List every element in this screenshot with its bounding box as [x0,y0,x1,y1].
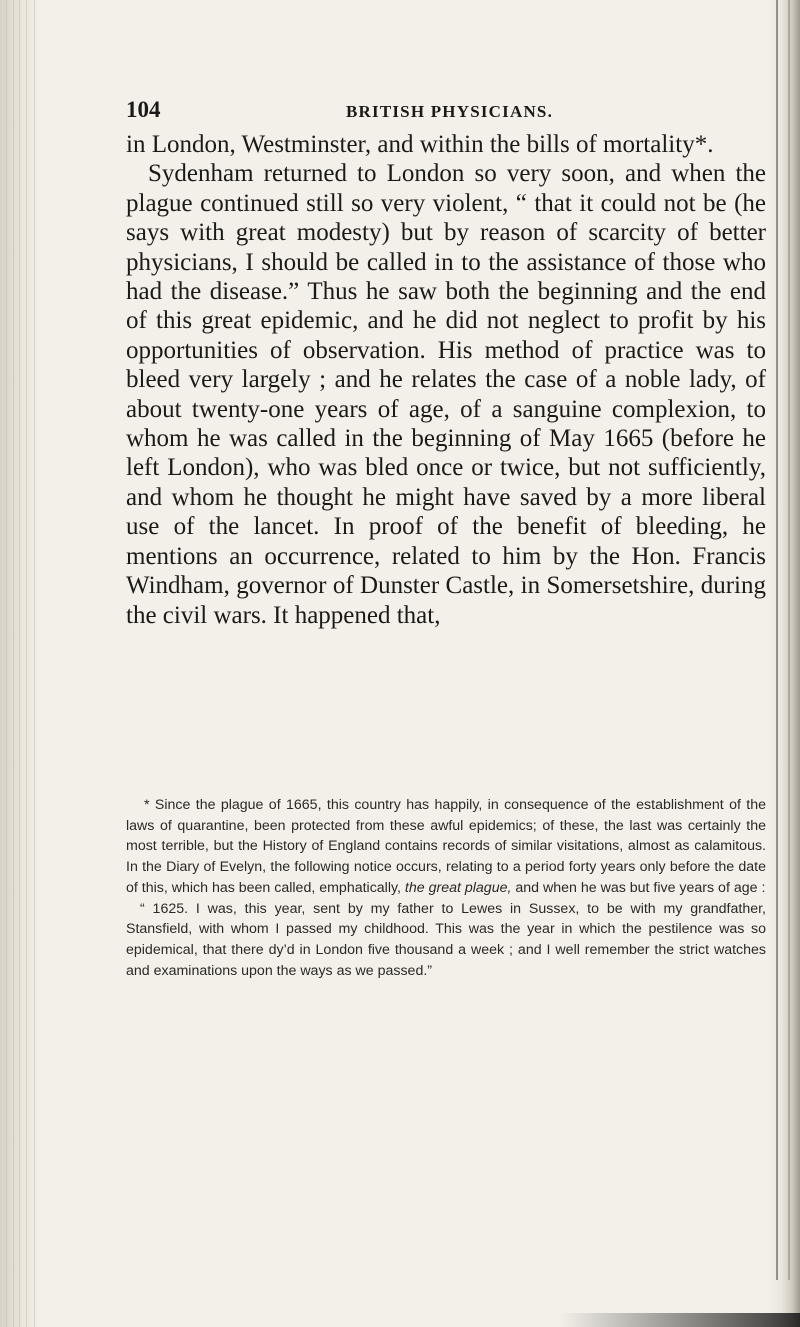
footnote-paragraph [126,795,766,899]
page-edge-line [788,0,790,1280]
footnote-text: * Since the plague of 1665, this country has happily, in consequence of the establishment of the laws of quarantine, been protected from these awful epidemics; of these, the last was certainly the most terrible, but the History of England contains records of similar visitations, almost as calamitous. In the Diary of Evelyn, the following notice occurs, relating to a period forty years only before the date of this, which has been called, emphatically, [126,797,766,896]
page-bottom-shadow [560,1313,800,1327]
footnote-italic-phrase: the great plague, [404,879,512,896]
running-head: BRITISH PHYSICIANS. [346,102,554,121]
body-text [126,130,766,630]
footnote-text: and when he was but five years of age : [515,879,766,896]
page-edge-line [776,0,778,1280]
page-header [126,97,766,127]
body-paragraph: Sydenham returned to London so very soon, and when the plague continued still so very violent, “ that it could not be (he says with great modesty) but by reason of scarcity of better physicians, I should be called in to the assistance of those who had the disease.” Thus he saw both the beginning and the end of this great epidemic, and he did not neglect to profit by his opportunities of observation. His method of practice was to bleed very largely ; and he relates the case of a noble lady, of about twenty-one years of age, of a sanguine complexion, to whom he was called in the beginning of May 1665 (before he left London), who was bled once or twice, but not sufficiently, and whom he thought he might have saved by a more liberal use of the lancet. In proof of the benefit of bleeding, he mentions an occurrence, related to him by the Hon. Francis Windham, governor of Dunster Castle, in Somersetshire, during the civil wars. It happened that, [126,160,766,629]
binding-gutter-lines [4,0,40,1327]
footnote [126,795,766,981]
body-paragraph: in London, Westminster, and within the bills of mortality*. [126,131,714,158]
page-edge-shadow-right [768,0,800,1327]
page-number: 104 [126,97,161,122]
footnote-quotation: “ 1625. I was, this year, sent by my father to Lewes in Sussex, to be with my grandfather, Stansfield, with whom I passed my childhood. This was the year in which the pestilence was so epidemical, that there dy’d in London five thousand a week ; and I well remember the strict watches and examinations upon the ways as we passed.” [126,900,766,979]
